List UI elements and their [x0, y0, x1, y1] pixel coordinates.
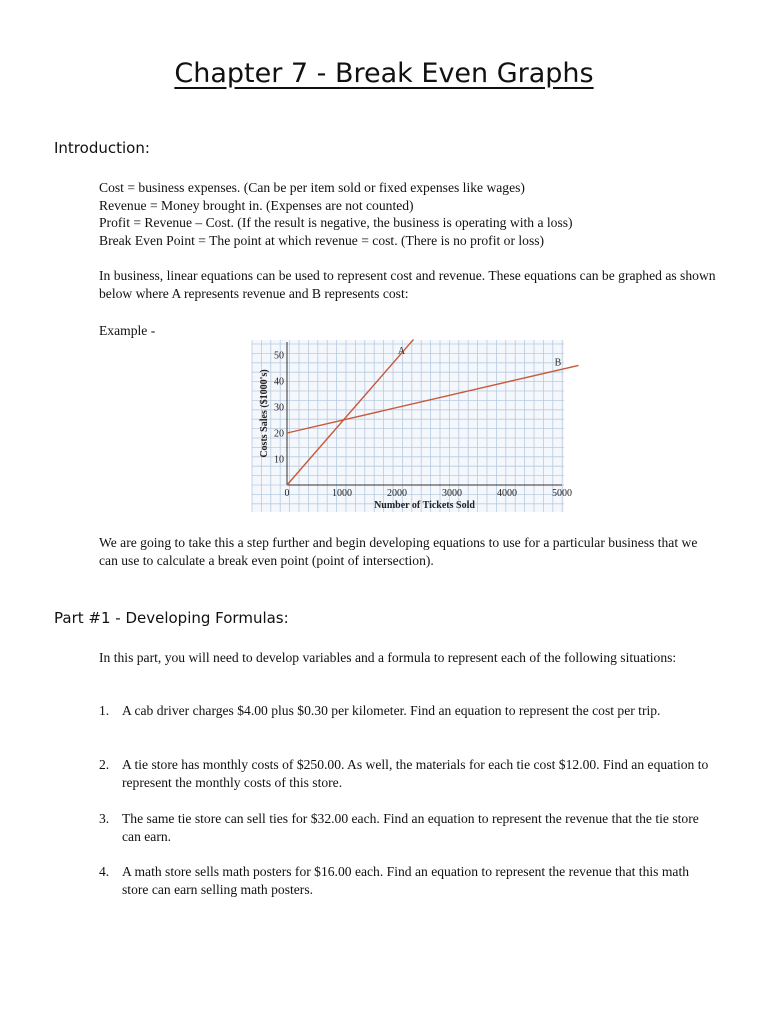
- x-tick-label: 5000: [552, 488, 572, 499]
- definition-revenue: Revenue = Money brought in. (Expenses are not counted): [99, 197, 414, 213]
- after-chart-paragraph: We are going to take this a step further and begin developing equations to use for a particular business that we can use to calculate a break even point (point of intersection).: [99, 535, 698, 568]
- x-tick-label: 1000: [332, 488, 352, 499]
- part1-intro: In this part, you will need to develop variables and a formula to represent each of the following situations:: [99, 650, 677, 665]
- y-tick-label: 50: [274, 350, 284, 362]
- definition-break-even: Break Even Point = The point at which revenue = cost. (There is no profit or loss): [99, 232, 545, 248]
- y-axis-label: Costs Sales ($1000's): [259, 369, 270, 458]
- item-number: 1.: [99, 703, 110, 718]
- y-tick-label: 20: [274, 428, 284, 440]
- item-text: A cab driver charges $4.00 plus $0.30 per kilometer. Find an equation to represent the cost per trip.: [122, 703, 661, 718]
- x-tick-label: 3000: [442, 488, 462, 499]
- intro-paragraph: In business, linear equations can be used to represent cost and revenue. These equations can be graphed as shown below where A represents revenue and B represents cost:: [99, 268, 716, 301]
- item-number: 4.: [99, 864, 110, 879]
- x-tick-label: 4000: [497, 488, 517, 499]
- item-text: The same tie store can sell ties for $32.00 each. Find an equation to represent the revenue that the tie store can earn.: [122, 811, 699, 844]
- origin-tick-label: 0: [284, 488, 290, 499]
- y-tick-label: 10: [274, 454, 284, 466]
- item-text: A math store sells math posters for $16.00 each. Find an equation to represent the revenue that this math store can earn selling math posters.: [122, 864, 690, 897]
- series-label-a: A: [397, 346, 406, 357]
- x-tick-label: 2000: [387, 488, 407, 499]
- series-label-b: B: [554, 357, 562, 369]
- intro-heading: Introduction:: [54, 139, 150, 157]
- definitions: [99, 179, 719, 249]
- item-number: 3.: [99, 811, 110, 826]
- part1-heading: Part #1 - Developing Formulas:: [54, 609, 289, 627]
- break-even-chart-svg: [252, 340, 572, 512]
- definition-profit: Profit = Revenue – Cost. (If the result is negative, the business is operating with a loss): [99, 215, 573, 230]
- x-axis-label: Number of Tickets Sold: [374, 500, 475, 511]
- item-text: A tie store has monthly costs of $250.00. As well, the materials for each tie cost $12.00. Find an equation to represent the monthly costs of this store.: [122, 757, 709, 790]
- y-tick-label: 40: [274, 376, 284, 388]
- y-tick-label: 30: [274, 402, 284, 414]
- definition-cost: Cost = business expenses. (Can be per item sold or fixed expenses like wages): [99, 180, 525, 195]
- example-label: Example -: [99, 323, 156, 338]
- break-even-chart: [252, 340, 572, 512]
- page-title: Chapter 7 - Break Even Graphs: [174, 58, 594, 89]
- item-number: 2.: [99, 757, 110, 772]
